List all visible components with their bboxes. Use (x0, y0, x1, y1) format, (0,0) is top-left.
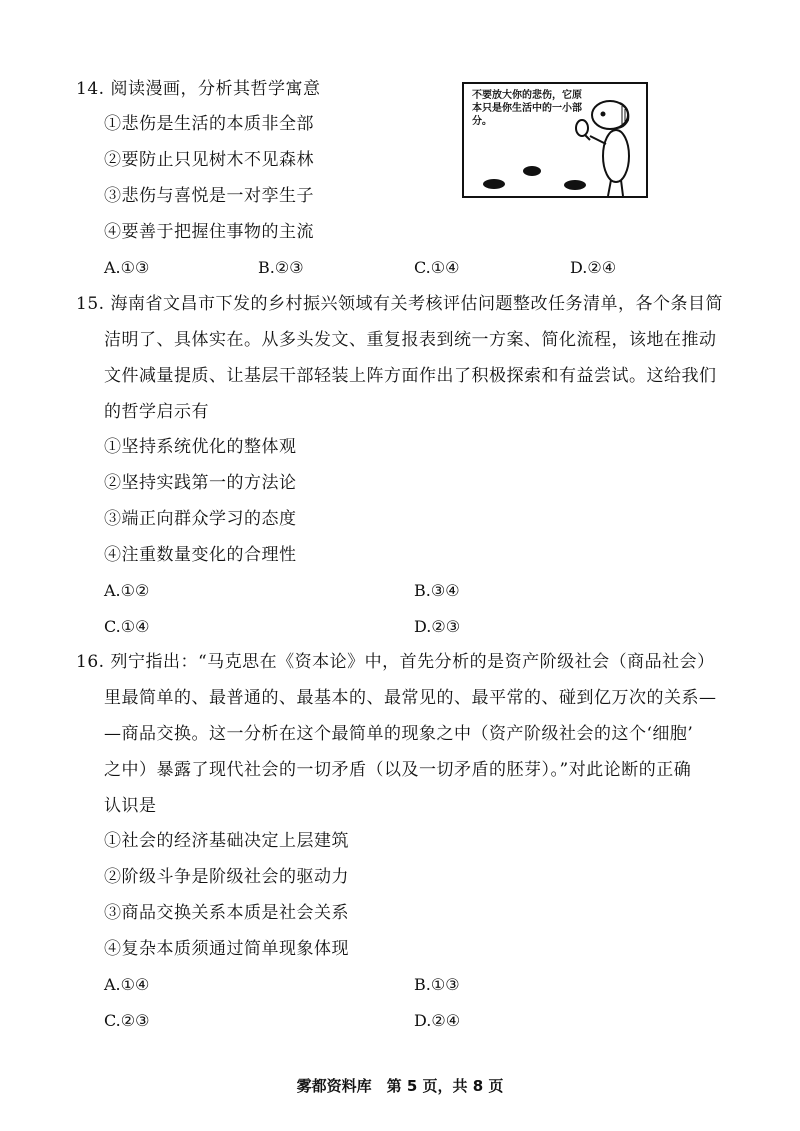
q15-option-b: B.③④ (414, 581, 460, 600)
q16-stem-line-5: 认识是 (104, 796, 157, 816)
q15-stem-line-2: 洁明了、具体实在。从多头发文、重复报表到统一方案、简化流程，该地在推动 (104, 330, 717, 350)
q15-stem-line-3: 文件减量提质、让基层干部轻装上阵方面作出了积极探索和有益尝试。这给我们 (104, 366, 717, 386)
q16-stem-line-1: 16. 列宁指出：“马克思在《资本论》中，首先分析的是资产阶级社会（商品社会） (76, 652, 715, 672)
q15-statement-2: ②坚持实践第一的方法论 (104, 473, 297, 493)
q14-option-d: D.②④ (570, 258, 617, 277)
q15-option-d: D.②③ (414, 617, 461, 636)
q15-stem-line-4: 的哲学启示有 (104, 402, 209, 422)
q15-statement-3: ③端正向群众学习的态度 (104, 509, 297, 529)
q14-option-a: A.①③ (104, 258, 150, 277)
comic-figure (464, 84, 650, 200)
q16-stem-line-3: —商品交换。这一分析在这个最简单的现象之中（资产阶级社会的这个‘细胞’ (104, 724, 694, 744)
q14-statement-1: ①悲伤是生活的本质非全部 (104, 114, 314, 134)
q15-stem-line-1: 15. 海南省文昌市下发的乡村振兴领域有关考核评估问题整改任务清单，各个条目简 (76, 294, 723, 314)
q15-statement-1: ①坚持系统优化的整体观 (104, 437, 297, 457)
q15-option-c: C.①④ (104, 617, 150, 636)
q14-statement-2: ②要防止只见树木不见森林 (104, 150, 314, 170)
q16-statement-2: ②阶级斗争是阶级社会的驱动力 (104, 867, 349, 887)
q15-statement-4: ④注重数量变化的合理性 (104, 545, 297, 565)
comic-illustration (462, 82, 648, 198)
q14-stem: 14. 阅读漫画，分析其哲学寓意 (76, 79, 321, 99)
q15-option-a: A.①② (104, 581, 150, 600)
q16-statement-4: ④复杂本质须通过简单现象体现 (104, 939, 349, 959)
q16-statement-3: ③商品交换关系本质是社会关系 (104, 903, 349, 923)
q16-option-a: A.①④ (104, 975, 150, 994)
q14-statement-3: ③悲伤与喜悦是一对孪生子 (104, 186, 314, 206)
comic-caption: 不要放大你的悲伤，它原本只是你生活中的一小部分。 (472, 90, 582, 127)
q16-stem-line-2: 里最简单的、最普通的、最基本的、最常见的、最平常的、碰到亿万次的关系— (104, 688, 717, 708)
q14-option-b: B.②③ (258, 258, 304, 277)
q16-stem-line-4: 之中）暴露了现代社会的一切矛盾（以及一切矛盾的胚芽）。”对此论断的正确 (104, 760, 692, 780)
q16-option-b: B.①③ (414, 975, 460, 994)
q14-statement-4: ④要善于把握住事物的主流 (104, 222, 314, 242)
q16-option-c: C.②③ (104, 1011, 150, 1030)
q16-option-d: D.②④ (414, 1011, 461, 1030)
q14-option-c: C.①④ (414, 258, 460, 277)
q16-statement-1: ①社会的经济基础决定上层建筑 (104, 831, 349, 851)
page-footer: 雾都资料库 第 5 页，共 8 页 (296, 1077, 504, 1095)
